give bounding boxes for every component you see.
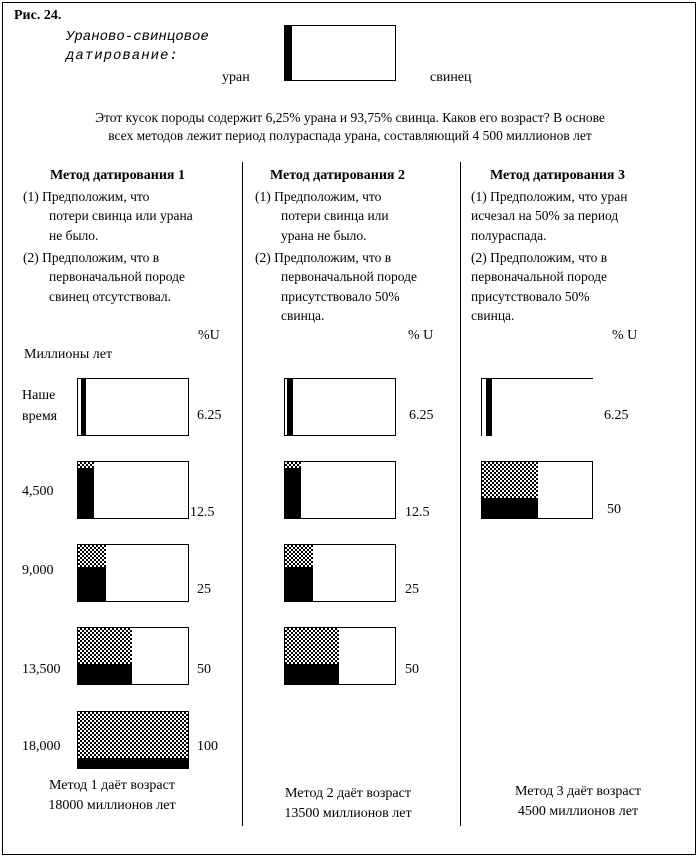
method3-assumption2-line4: свинца. bbox=[471, 308, 515, 323]
method2-bar-now bbox=[284, 378, 396, 436]
lead-fill bbox=[78, 545, 106, 569]
uranium-fill bbox=[287, 379, 293, 435]
method1-u-header: %U bbox=[198, 328, 220, 343]
method1-u-value-now: 6.25 bbox=[197, 408, 222, 423]
method1-bar-18000 bbox=[77, 711, 189, 769]
column-divider-1 bbox=[242, 162, 243, 826]
legend-bar bbox=[284, 25, 396, 81]
present-time-label-line1: Наше bbox=[22, 388, 56, 403]
method2-u-value-9000: 25 bbox=[405, 582, 419, 597]
method2-bar-4500 bbox=[284, 461, 396, 519]
method3-u-value-4500: 50 bbox=[607, 502, 621, 517]
method1-bar-4500 bbox=[77, 461, 189, 519]
lead-fill bbox=[285, 628, 339, 666]
uranium-fill bbox=[482, 498, 538, 518]
method2-u-value-now: 6.25 bbox=[409, 408, 434, 423]
time-label-18000: 18,000 bbox=[22, 739, 61, 754]
method1-u-value-13500: 50 bbox=[197, 662, 211, 677]
method1-assumption2-line3: свинец отсутствовал. bbox=[49, 289, 172, 304]
method2-assumption2-line1: (2) Предположим, что в bbox=[255, 250, 392, 265]
method1-assumption1-line1: (1) Предположим, что bbox=[23, 189, 150, 204]
method3-assumption2-line1: (2) Предположим, что в bbox=[471, 250, 608, 265]
method3-conclusion-line1: Метод 3 даёт возраст bbox=[515, 784, 641, 799]
uranium-fill bbox=[78, 664, 132, 684]
method3-conclusion-line2: 4500 миллионов лет bbox=[517, 804, 639, 819]
method1-assumption2-line2: первоначальной породе bbox=[49, 269, 185, 284]
method1-bar-13500 bbox=[77, 627, 189, 685]
uranium-fill bbox=[285, 664, 339, 684]
time-label-9000: 9,000 bbox=[22, 563, 54, 578]
intro-line1: Этот кусок породы содержит 6,25% урана и 93,75% свинца. Каков его возраст? В основе bbox=[95, 110, 605, 125]
method2-u-value-4500: 12.5 bbox=[405, 505, 430, 520]
uranium-fill bbox=[81, 379, 86, 435]
figure-title-line2: датирование: bbox=[66, 48, 179, 64]
method1-conclusion-line2: 18000 миллионов лет bbox=[48, 798, 176, 813]
present-time-label-line2: время bbox=[22, 409, 58, 424]
method2-title: Метод датирования 2 bbox=[270, 168, 405, 183]
time-label-4500: 4,500 bbox=[22, 484, 54, 499]
method1-bar-now bbox=[77, 378, 189, 436]
lead-fill bbox=[78, 628, 132, 666]
uranium-fill bbox=[486, 379, 492, 436]
lead-fill bbox=[78, 712, 188, 760]
method3-assumption2-line2: первоначальной породе bbox=[471, 269, 607, 284]
method1-u-value-9000: 25 bbox=[197, 582, 211, 597]
method1-assumption1-line2: потери свинца или урана bbox=[49, 208, 193, 223]
uranium-fill bbox=[78, 758, 188, 768]
method3-u-value-now: 6.25 bbox=[604, 408, 629, 423]
method3-bar-now bbox=[481, 378, 593, 436]
figure-title-line1: Ураново-свинцовое bbox=[66, 29, 209, 45]
legend-lead-label: свинец bbox=[430, 70, 472, 85]
method2-u-value-13500: 50 bbox=[405, 662, 419, 677]
method1-assumption1-line3: не было. bbox=[49, 228, 99, 243]
method3-assumption1-line2: исчезал на 50% за период bbox=[471, 208, 619, 223]
method1-u-value-4500: 12.5 bbox=[190, 505, 215, 520]
method3-bar-4500 bbox=[481, 461, 593, 519]
uranium-fill bbox=[78, 567, 106, 601]
uranium-fill bbox=[78, 468, 94, 518]
lead-fill bbox=[285, 545, 313, 569]
method3-assumption1-line1: (1) Предположим, что уран bbox=[471, 189, 628, 204]
method3-u-header: % U bbox=[612, 328, 638, 343]
column-divider-2 bbox=[460, 162, 461, 826]
uranium-fill bbox=[285, 567, 313, 601]
method2-u-header: % U bbox=[408, 328, 434, 343]
method2-assumption1-line3: урана не было. bbox=[281, 228, 367, 243]
legend-uranium-label: уран bbox=[222, 70, 250, 85]
method1-bar-9000 bbox=[77, 544, 189, 602]
method2-bar-9000 bbox=[284, 544, 396, 602]
method2-conclusion-line2: 13500 миллионов лет bbox=[284, 806, 412, 821]
legend-uranium-fill bbox=[285, 26, 292, 80]
method2-assumption2-line4: свинца. bbox=[281, 308, 325, 323]
method1-assumption2-line1: (2) Предположим, что в bbox=[23, 250, 160, 265]
method2-assumption1-line1: (1) Предположим, что bbox=[255, 189, 382, 204]
method1-u-value-18000: 100 bbox=[197, 739, 218, 754]
time-label-13500: 13,500 bbox=[22, 662, 61, 677]
method3-assumption2-line3: присутствовало 50% bbox=[471, 289, 590, 304]
method3-assumption1-line3: полураспада. bbox=[471, 228, 547, 243]
method3-title: Метод датирования 3 bbox=[490, 168, 625, 183]
uranium-fill bbox=[285, 468, 301, 518]
method2-assumption2-line2: первоначальной породе bbox=[281, 269, 417, 284]
years-axis-header: Миллионы лет bbox=[24, 347, 113, 362]
intro-line2: всех методов лежит период полураспада урана, составляющий 4 500 миллионов лет bbox=[108, 128, 592, 143]
method1-title: Метод датирования 1 bbox=[50, 168, 185, 183]
method2-assumption1-line2: потери свинца или bbox=[281, 208, 389, 223]
figure-label: Рис. 24. bbox=[14, 8, 62, 23]
method2-conclusion-line1: Метод 2 даёт возраст bbox=[285, 786, 411, 801]
lead-fill bbox=[482, 462, 538, 500]
method1-conclusion-line1: Метод 1 даёт возраст bbox=[49, 778, 175, 793]
method2-bar-13500 bbox=[284, 627, 396, 685]
method2-assumption2-line3: присутствовало 50% bbox=[281, 289, 400, 304]
